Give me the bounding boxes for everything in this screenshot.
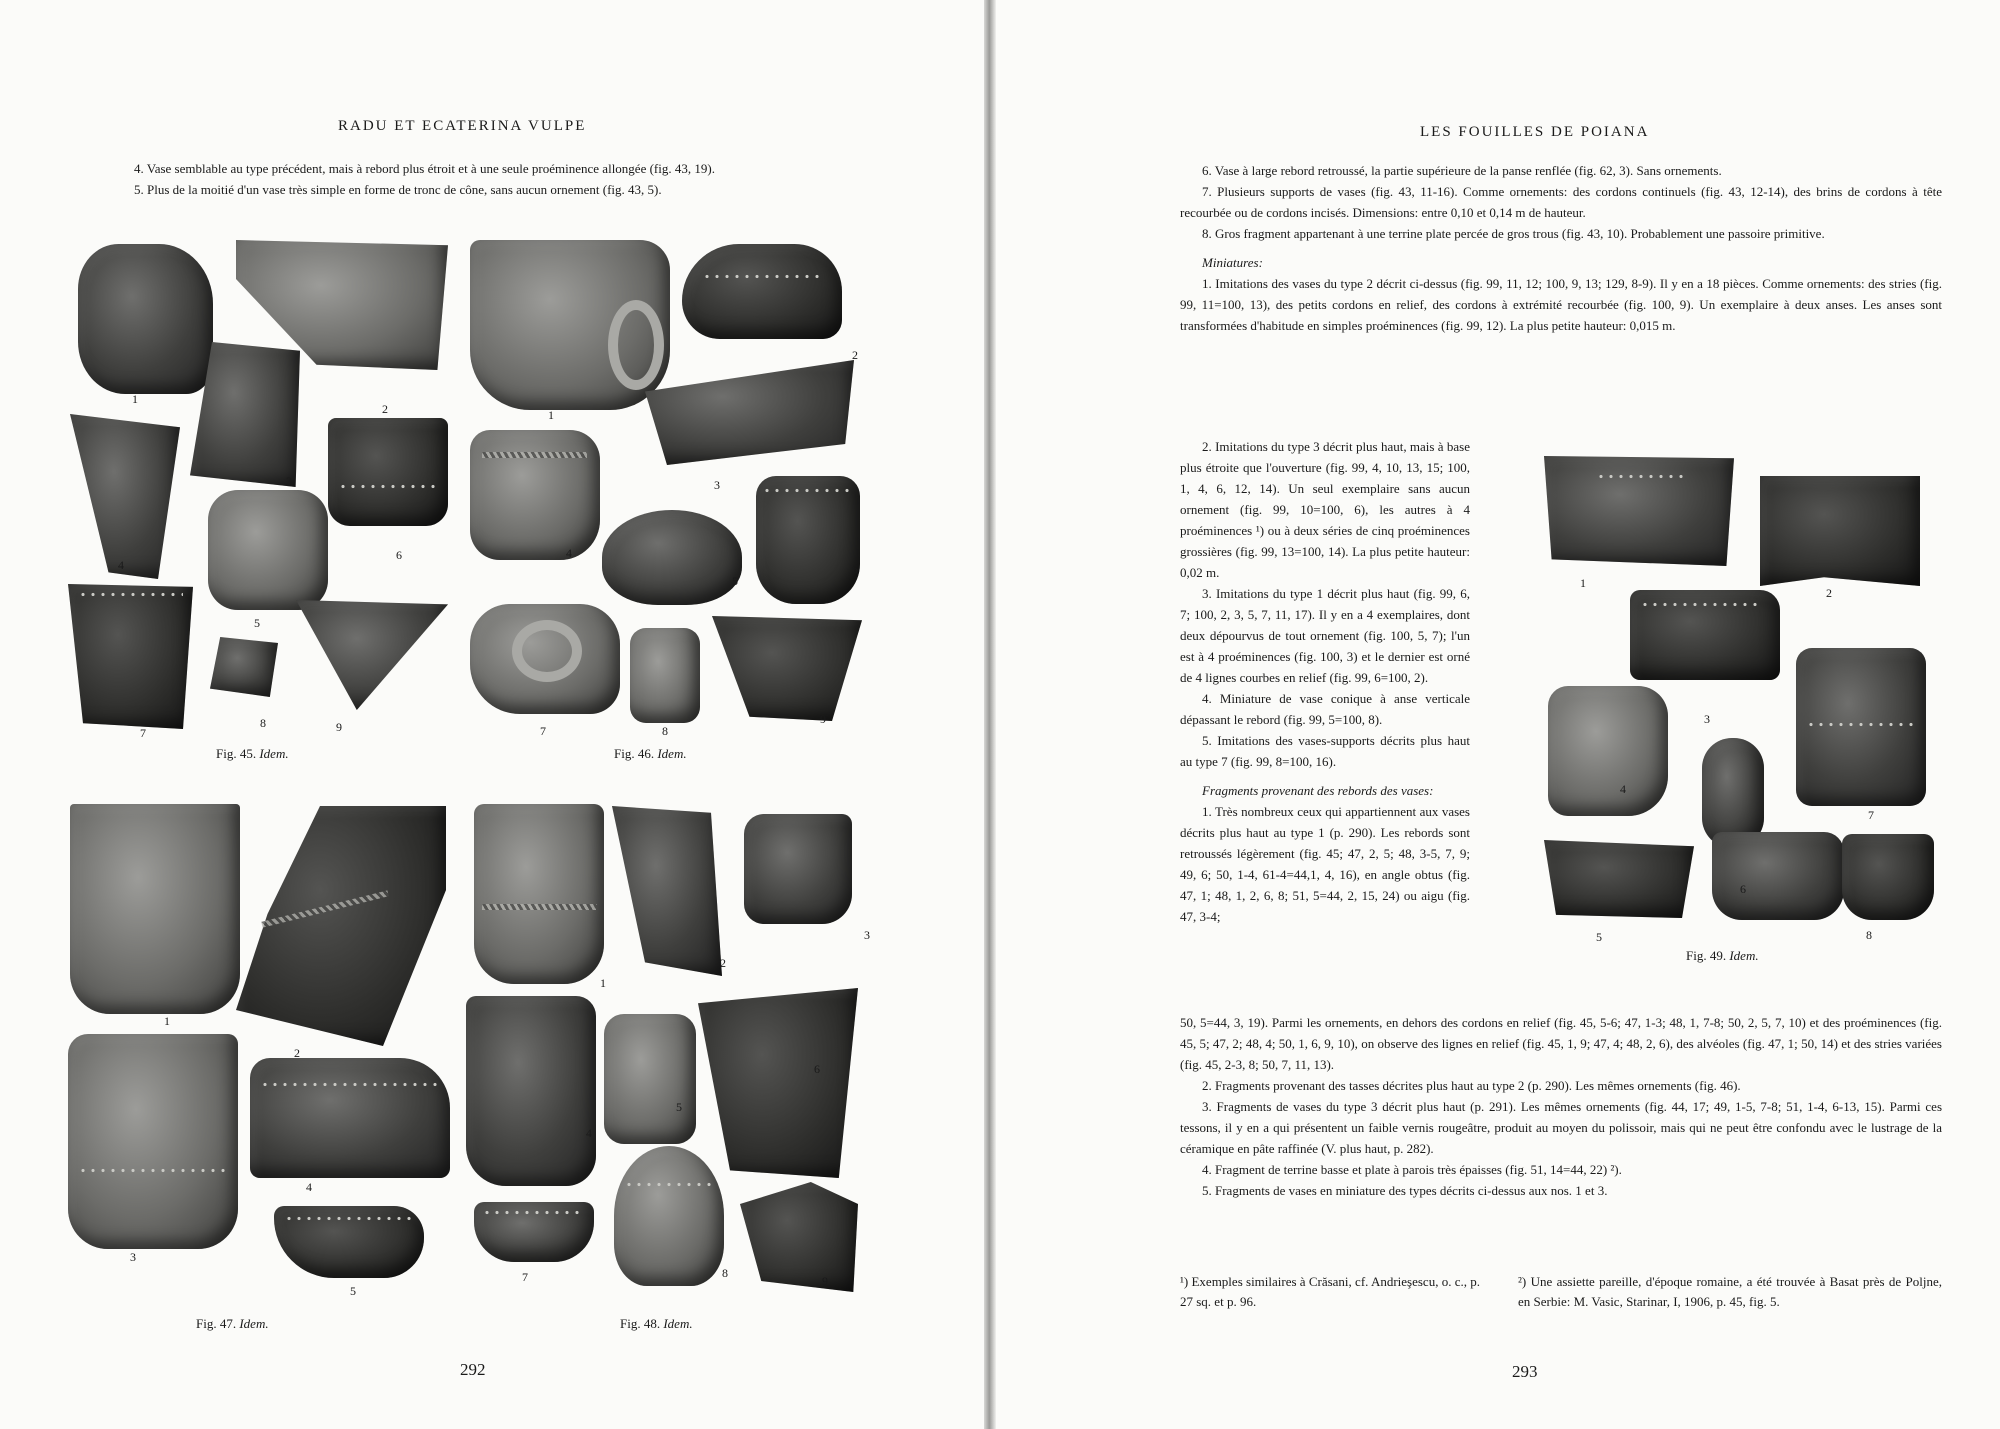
figure-number: 6 (396, 548, 402, 562)
sherd-image (70, 804, 240, 1014)
figure-number: 2 (294, 1046, 300, 1060)
left-page (0, 0, 984, 1429)
figure-number: 2 (382, 402, 388, 416)
figure-number: 2 (720, 956, 726, 970)
paragraph: 6. Vase à large rebord retroussé, la partie supérieure de la panse renflée (fig. 62, 3). Sans ornements. (1202, 163, 1722, 178)
figure-number: 4 (586, 1126, 592, 1140)
figure-number: 5 (1596, 930, 1602, 944)
figure-48-caption (620, 1316, 693, 1332)
sherd-image (78, 244, 213, 394)
right-top-text (1180, 160, 1942, 336)
figure-46-plate (462, 230, 882, 738)
figure-number: 1 (1580, 576, 1586, 590)
paragraph: 4. Vase semblable au type précédent, mais à rebord plus étroit et à une seule proéminence allongée (fig. 43, 19). (134, 161, 715, 176)
dotted-ornament (284, 1216, 414, 1221)
dotted-ornament (338, 484, 438, 489)
figure-number: 6 (814, 1062, 820, 1076)
caption-label: Fig. 47. (196, 1316, 237, 1331)
right-page (996, 0, 2000, 1429)
sherd-image (70, 414, 180, 579)
figure-45-plate (60, 232, 460, 740)
paragraph: 1. Imitations des vases du type 2 décrit ci-dessus (fig. 99, 11, 12; 100, 9, 13; 129, 8-9). Il y en a 18 pièces. Comme ornements: des stries (fig. 99, 11=100, 13), des petits cordons en relief, des cordons à extrémité recourbée (fig. 100, 9). Un exemplaire à deux anses. Les anses sont transformées d'habitude en simples proéminences (fig. 99, 12). La plus petite hauteur: 0,015 m. (1180, 276, 1942, 333)
dotted-ornament (1806, 722, 1916, 727)
sherd-image (1544, 456, 1734, 566)
figure-number: 8 (722, 1266, 728, 1280)
sherd-image (210, 637, 278, 697)
caption-label: Fig. 49. (1686, 948, 1727, 963)
dotted-ornament (482, 1210, 582, 1215)
sherd-image (682, 244, 842, 339)
sherd-image (740, 1182, 858, 1292)
figure-number: 1 (600, 976, 606, 990)
book-gutter (984, 0, 996, 1429)
sherd-image (296, 600, 448, 710)
sherd-image (712, 616, 862, 721)
paragraph: 2. Fragments provenant des tasses décrites plus haut au type 2 (p. 290). Les mêmes ornements (fig. 46). (1202, 1078, 1741, 1093)
footnote-2: ²) Une assiette pareille, d'époque romaine, a été trouvée à Basat près de Poljne, en Serbie: M. Vasic, Starinar, I, 1906, p. 45, fig. 5. (1518, 1274, 1942, 1309)
paragraph: 7. Plusieurs supports de vases (fig. 43, 11-16). Comme ornements: des cordons continuels (fig. 43, 12-14), des brins de cordons à tête recourbée ou de cordons incisés. Dimensions: entre 0,10 et 0,14 m de hauteur. (1180, 184, 1942, 220)
sherd-image (470, 430, 600, 560)
sherd-image (474, 804, 604, 984)
sherd-image (68, 584, 193, 729)
figure-number: 8 (662, 724, 668, 738)
figure-48-plate (462, 796, 882, 1316)
dotted-ornament (702, 274, 822, 279)
figure-number: 5 (732, 574, 738, 588)
figure-number: 7 (140, 726, 146, 740)
cord-ornament (482, 904, 597, 910)
figure-number: 1 (548, 408, 554, 422)
section-heading-fragments: Fragments provenant des rebords des vases: (1202, 783, 1434, 798)
figure-number: 6 (1740, 882, 1746, 896)
right-column-text (1180, 436, 1470, 927)
left-intro-text (112, 158, 872, 200)
paragraph: 2. Imitations du type 3 décrit plus haut, mais à base plus étroite que l'ouverture (fig. 99, 4, 10, 13, 15; 100, 1, 4, 6, 12, 14). Un seul exemplaire sans aucun ornement (fig. 99, 10=100, 6), les autres à 4 proéminences ¹) ou à deux séries de cinq proéminences grossières (fig. 99, 13=100, 14). La plus petite hauteur: 0,02 m. (1180, 439, 1470, 580)
paragraph: 3. Fragments de vases du type 3 décrit plus haut (p. 291). Les mêmes ornements (fig. 44, 17; 49, 1-5, 7-8; 51, 1-4, 6-13, 15). Parmi ces tessons, il y en a qui présentent un faible vernis rougeâtre, produit au moyen du polissoir, mais qui ne peut être confondu avec le lustrage de la céramique en pâte raffinée (V. plus haut, p. 282). (1180, 1099, 1942, 1156)
sherd-image (1796, 648, 1926, 806)
sherd-image (602, 510, 742, 605)
page-number-left: 292 (460, 1360, 486, 1379)
paragraph: 5. Plus de la moitié d'un vase très simple en forme de tronc de cône, sans aucun ornement (fig. 43, 5). (134, 182, 662, 197)
sherd-image (604, 1014, 696, 1144)
dotted-ornament (260, 1082, 440, 1087)
footnote-1: ¹) Exemples similaires à Crăsani, cf. Andrieşescu, o. c., p. 27 sq. et p. 96. (1180, 1274, 1480, 1309)
figure-46-caption (614, 746, 687, 762)
dotted-ornament (1596, 474, 1686, 479)
paragraph: 4. Fragment de terrine basse et plate à parois très épaisses (fig. 51, 14=44, 22) ²). (1202, 1162, 1622, 1177)
sherd-image (328, 418, 448, 526)
figure-number: 9 (336, 720, 342, 734)
figure-number: 7 (522, 1270, 528, 1284)
figure-number: 3 (286, 474, 292, 488)
figure-47-caption (196, 1316, 269, 1332)
figure-number: 1 (132, 392, 138, 406)
figure-number: 7 (540, 724, 546, 738)
paragraph: 1. Très nombreux ceux qui appartiennent aux vases décrits plus haut au type 1 (p. 290). Les rebords sont retroussés légèrement (fig. 45; 47, 2, 5; 48, 3-5, 7, 9; 49, 6; 50, 1-4, 61-4=44,1, 4, 16), en angle obtus (fig. 47, 1; 48, 1, 2, 6, 8; 51, 5=44, 2, 15, 24) ou aigu (fig. 47, 3-4; (1180, 804, 1470, 924)
figure-number: 4 (118, 558, 124, 572)
figure-number: 3 (864, 928, 870, 942)
caption-label: Fig. 45. (216, 746, 257, 761)
figure-number: 7 (1868, 808, 1874, 822)
caption-idem: Idem. (657, 746, 687, 761)
figure-45-caption (216, 746, 289, 762)
caption-label: Fig. 48. (620, 1316, 661, 1331)
running-head-left: RADU ET ECATERINA VULPE (338, 118, 587, 134)
figure-number: 2 (1826, 586, 1832, 600)
figure-number: 3 (714, 478, 720, 492)
figure-number: 9 (822, 1274, 828, 1288)
paragraph: 4. Miniature de vase conique à anse verticale dépassant le rebord (fig. 99, 5=100, 8). (1180, 691, 1470, 727)
cord-ornament (482, 452, 587, 458)
figure-number: 2 (852, 348, 858, 362)
figure-number: 9 (820, 712, 826, 726)
dotted-ornament (1640, 602, 1760, 607)
paragraph: 5. Fragments de vases en miniature des types décrits ci-dessus aux nos. 1 et 3. (1202, 1183, 1608, 1198)
paragraph: 5. Imitations des vases-supports décrits plus haut au type 7 (fig. 99, 8=100, 16). (1180, 733, 1470, 769)
caption-idem: Idem. (663, 1316, 693, 1331)
dotted-ornament (78, 592, 183, 597)
figure-number: 1 (164, 1014, 170, 1028)
figure-number: 8 (260, 716, 266, 730)
dotted-ornament (624, 1182, 714, 1187)
paragraph: 3. Imitations du type 1 décrit plus haut (fig. 99, 6, 7; 100, 2, 3, 5, 7, 11, 17). Il y en a 4 exemplaires, dont deux dépourvus de tout ornement (fig. 100, 5, 7); l'un est à 4 proéminences (fig. 100, 3) et le dernier est orné de 4 lignes courbes en relief (fig. 99, 6=100, 2). (1180, 586, 1470, 685)
sherd-image (614, 1146, 724, 1286)
dotted-ornament (78, 1168, 228, 1173)
handle-ornament (512, 620, 582, 682)
sherd-image (744, 814, 852, 924)
sherd-image (612, 806, 722, 976)
sherd-image (1760, 476, 1920, 586)
handle-ornament (608, 300, 664, 390)
figure-number: 3 (1704, 712, 1710, 726)
sherd-image (630, 628, 700, 723)
sherd-image (208, 490, 328, 610)
dotted-ornament (762, 488, 852, 493)
figure-number: 5 (350, 1284, 356, 1298)
caption-idem: Idem. (1729, 948, 1759, 963)
figure-number: 4 (1620, 782, 1626, 796)
caption-label: Fig. 46. (614, 746, 655, 761)
sherd-image (698, 988, 858, 1178)
figure-47-plate (60, 796, 460, 1316)
sherd-image (1842, 834, 1934, 920)
right-bottom-text (1180, 1012, 1942, 1201)
figure-number: 3 (130, 1250, 136, 1264)
figure-number: 8 (1866, 928, 1872, 942)
sherd-image (1548, 686, 1668, 816)
paragraph: 8. Gros fragment appartenant à une terrine plate percée de gros trous (fig. 43, 10). Probablement une passoire primitive. (1202, 226, 1825, 241)
page-number-right: 293 (1512, 1362, 1538, 1381)
sherd-image (466, 996, 596, 1186)
section-heading-miniatures: Miniatures: (1202, 255, 1263, 270)
figure-number: 4 (566, 546, 572, 560)
sherd-image (634, 360, 854, 465)
figure-number: 6 (852, 562, 858, 576)
figure-number: 4 (306, 1180, 312, 1194)
sherd-image (1712, 832, 1844, 920)
sherd-image (1544, 840, 1694, 918)
caption-idem: Idem. (239, 1316, 269, 1331)
sherd-image (250, 1058, 450, 1178)
figure-49-plate (1536, 452, 1946, 942)
sherd-image (68, 1034, 238, 1249)
figure-number: 5 (254, 616, 260, 630)
running-head-right: LES FOUILLES DE POIANA (1420, 124, 1650, 140)
figure-49-caption (1686, 948, 1759, 964)
caption-idem: Idem. (259, 746, 289, 761)
paragraph: 50, 5=44, 3, 19). Parmi les ornements, en dehors des cordons en relief (fig. 45, 5-6; 47, 1-3; 48, 1, 7-8; 50, 2, 5, 7, 10) et des proéminences (fig. 45, 5; 47, 2; 48, 4; 50, 1, 6, 9, 10), on observe des lignes en relief (fig. 45, 1, 9; 47, 4; 48, 2, 6), des alvéoles (fig. 47, 1; 50, 14) et des stries variées (fig. 45, 2-3, 8; 50, 7, 11, 13). (1180, 1015, 1942, 1072)
figure-number: 5 (676, 1100, 682, 1114)
sherd-image (756, 476, 860, 604)
